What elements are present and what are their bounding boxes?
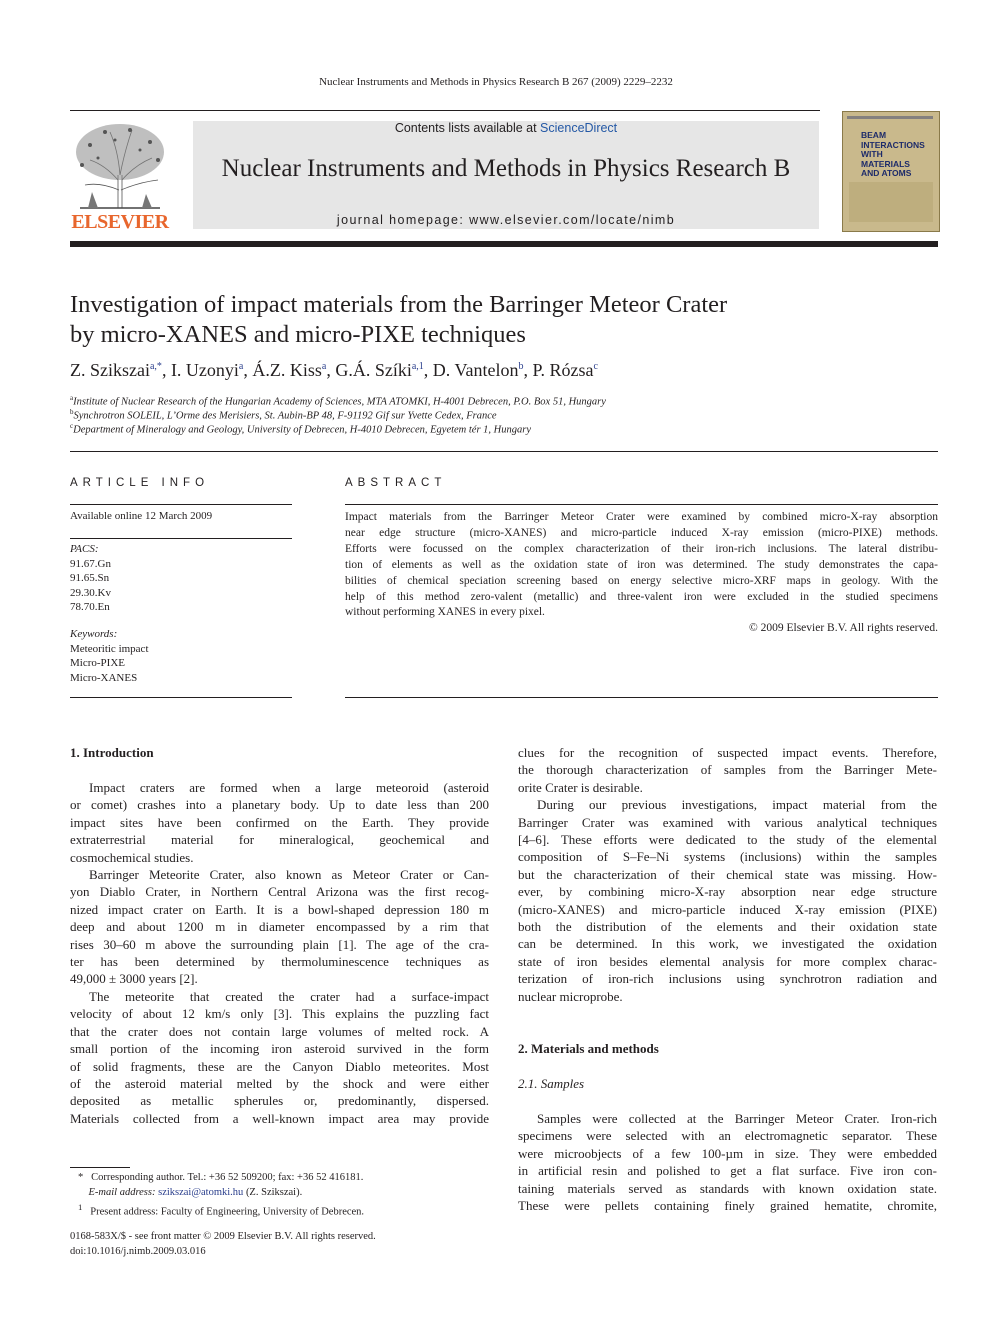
text-line: 49,000 ± 3000 years [2].	[70, 971, 198, 987]
text-line: that the crater does not contain large volumes of melted rock. A	[70, 1023, 489, 1039]
samples-body	[518, 1110, 937, 1214]
keywords-block: Keywords: Meteoritic impact Micro-PIXE Micro-XANES	[70, 628, 149, 684]
article-title: Investigation of impact materials from the Barringer Meteor Crater by micro-XANES and micro-PIXE techniques	[70, 291, 728, 348]
text-line: deep and about 1200 m in diameter encompassed by a rim that	[70, 919, 489, 935]
text-line: terization of iron-rich inclusions using synchrotron radiation and	[518, 971, 937, 987]
abstract-body	[345, 510, 938, 621]
text-line: yon Diablo Crater, in Northern Central Arizona was the first recog-	[70, 884, 489, 900]
journal-cover	[842, 111, 940, 232]
author: I. Uzonyi	[170, 360, 239, 380]
section-heading-introduction: 1. Introduction	[70, 745, 154, 760]
text-line: specimens were selected with an electromagnetic separator. These	[518, 1128, 937, 1144]
pacs-block: PACS: 91.67.Gn 91.65.Sn 29.30.Kv 78.70.En	[70, 543, 111, 613]
text-line: taining materials served as standards with known oxidation state.	[518, 1180, 937, 1196]
text-line: [4–6]. These efforts were dedicated to the study of the elemental	[518, 832, 937, 848]
introduction-continued	[518, 744, 937, 1005]
text-line: Barringer Crater was examined with various analytical techniques	[518, 814, 937, 830]
abstract-line: near edge structure (micro-XANES) and micro-particle induced X-ray emission (micro-PIXE) methods.	[345, 526, 938, 539]
pacs-code: 91.67.Gn	[70, 557, 111, 570]
abstract-line: Efforts were focussed on the complex characterization of their iron-rich inclusions. The lateral distribu-	[345, 542, 938, 555]
subsection-heading-samples: 2.1. Samples	[518, 1076, 585, 1091]
text-line: the thorough characterization of samples from the Barringer Mete-	[518, 762, 937, 778]
journal-title: Nuclear Instruments and Methods in Physics Research B	[221, 155, 791, 182]
author: P. Rózsa	[532, 360, 594, 380]
author: Z. Szikszai	[70, 360, 150, 380]
author: Á.Z. Kiss	[252, 360, 322, 380]
text-line: ever, by combining micro-X-ray absorption near edge structure	[518, 884, 937, 900]
cover-title: BEAM INTERACTIONS WITH MATERIALS AND ATOMS	[861, 130, 925, 178]
keyword: Meteoritic impact	[70, 642, 149, 655]
header-thick-rule	[70, 241, 938, 247]
bottom-meta	[70, 1230, 376, 1259]
divider	[70, 504, 292, 505]
abstract-copyright: © 2009 Elsevier B.V. All rights reserved.	[749, 622, 938, 634]
text-line: ter has been determined by thermoluminescence techniques as	[70, 954, 489, 970]
doi-line[interactable]: doi:10.1016/j.nimb.2009.03.016	[70, 1245, 206, 1257]
journal-homepage[interactable]: journal homepage: www.elsevier.com/locate/nimb	[336, 213, 676, 227]
top-rule	[70, 110, 820, 111]
text-line: composition of S–Fe–Ni systems (inclusions) within the samples	[518, 849, 937, 865]
publisher-wordmark: ELSEVIER	[71, 211, 169, 233]
keyword: Micro-XANES	[70, 671, 138, 684]
pacs-code: 91.65.Sn	[70, 572, 110, 584]
divider	[345, 697, 938, 698]
footnote-corresponding: * Corresponding author. Tel.: +36 52 509200; fax: +36 52 416181. E-mail address: szikszai@atomki.hu (Z. Szikszai). $^1$ Present address: Faculty of Engineering, University of Debrecen.	[78, 1172, 365, 1218]
text-line: small portion of the incoming iron asteroid survived in the form	[70, 1041, 489, 1057]
available-online: Available online 12 March 2009	[70, 510, 213, 522]
text-line: orite Crater is desirable.	[518, 779, 643, 795]
text-line: both the distribution of the elements and their oxidation state	[518, 919, 937, 935]
text-line: During our previous investigations, impact material from the	[537, 797, 937, 813]
running-head: Nuclear Instruments and Methods in Physics Research B 267 (2009) 2229–2232	[319, 76, 673, 88]
footnote-rule	[70, 1167, 130, 1168]
text-line: Materials collected from a well-known impact area may provide	[70, 1110, 489, 1126]
divider	[70, 538, 292, 539]
text-line: or comet) crashes into a planetary body. Up to date less than 200	[70, 797, 489, 813]
text-line: of solid fragments, these are the Canyon Diablo meteorites. Most	[70, 1058, 489, 1074]
affiliation-a: $^a$Institute of Nuclear Research of the Hungarian Academy of Sciences, MTA ATOMKI, H-4001 Debrecen, P.O. Box 51, Hungary	[70, 394, 606, 408]
abstract-heading: ABSTRACT	[345, 477, 447, 489]
email-link[interactable]: szikszai@atomki.hu	[158, 1186, 244, 1198]
divider	[70, 697, 292, 698]
text-line: velocity of about 12 km/s only [3]. This explains the puzzling fact	[70, 1006, 489, 1022]
affiliation-b: $^b$Synchrotron SOLEIL, L’Orme des Merisiers, St. Aubin-BP 48, F-91192 Gif sur Yvette Cedex, France	[70, 408, 497, 422]
abstract-line: help of this method zero-valent (metallic) and three-valent iron were excluded in the studied specimens	[345, 590, 938, 603]
introduction-body	[70, 779, 489, 1127]
text-line: extraterrestrial material for mineralogical, geochemical and	[70, 832, 489, 848]
text-line: The meteorite that created the crater had a surface-impact	[89, 988, 489, 1004]
text-line: (micro-XANES) and micro-particle induced X-ray emission (PIXE)	[518, 901, 937, 917]
text-line: deposited as metallic spherules or, predominantly, dispersed.	[70, 1093, 489, 1109]
text-line: impact sites have been confirmed on the Earth. They provide	[70, 814, 489, 830]
contents-line	[193, 121, 819, 135]
text-line: Barringer Meteorite Crater, also known as Meteor Crater or Can-	[89, 867, 489, 883]
article-info-heading: ARTICLE INFO	[70, 477, 210, 489]
text-line: state of iron besides elemental analysis for more complex charac-	[518, 953, 937, 969]
text-line: of the asteroid material melted by the shock and were either	[70, 1075, 489, 1091]
keyword: Micro-PIXE	[70, 657, 125, 669]
text-line: cosmochemical studies.	[70, 849, 194, 865]
text-line: were microobjects of a few 100-µm in size. They were embedded	[518, 1145, 937, 1161]
pacs-code: 29.30.Kv	[70, 586, 111, 599]
divider	[70, 451, 938, 452]
text-line: Samples were collected at the Barringer Meteor Crater. Iron-rich	[537, 1111, 937, 1126]
text-line: nuclear microprobe.	[518, 988, 623, 1004]
text-line: can be determined. In this work, we investigated the oxidation	[518, 936, 937, 952]
abstract-line: Impact materials from the Barringer Meteor Crater were examined by combined micro-X-ray absorption	[345, 511, 938, 523]
abstract-line: without performing XANES in every pixel.	[345, 606, 545, 619]
abstract-line: bilities of chemical speciation screening based on energy selective micro-XRF maps in geology. With the	[345, 574, 938, 587]
text-line: nized impact crater on Earth. It is a bowl-shaped depression 180 m	[70, 901, 489, 917]
pacs-code: 78.70.En	[70, 601, 110, 613]
author: D. Vantelon	[432, 360, 519, 380]
issn-line: 0168-583X/$ - see front matter © 2009 Elsevier B.V. All rights reserved.	[70, 1231, 376, 1242]
text-line: clues for the recognition of suspected impact events. Therefore,	[518, 745, 937, 760]
contents-prefix: Contents lists available at	[394, 121, 541, 135]
text-line: in artificial resin and polished to get a flat surface. Five iron con-	[518, 1163, 937, 1179]
sciencedirect-link[interactable]: ScienceDirect	[540, 121, 618, 135]
text-line: rises 30–60 m above the surrounding plain [1]. The age of the cra-	[70, 936, 489, 952]
section-heading-materials: 2. Materials and methods	[518, 1041, 659, 1056]
affiliation-c: $^c$Department of Mineralogy and Geology, University of Debrecen, H-4010 Debrecen, Egyetem tér 1, Hungary	[70, 422, 532, 436]
text-line: Impact craters are formed when a large meteoroid (asteroid	[89, 780, 489, 795]
text-line: but the characterization of their chemical state was missing. How-	[518, 866, 937, 882]
author: G.Á. Szíki	[335, 360, 412, 380]
author-list: Z. Szikszai$^{a,*}$, I. Uzonyi$^a$, Á.Z. Kiss$^a$, G.Á. Szíki$^{a,1}$, D. Vantelon$^b$, P. Rózsa$^c$	[70, 360, 598, 380]
text-line: These were pellets containing finely grained hematite, chromite,	[518, 1198, 937, 1214]
divider	[345, 504, 938, 505]
abstract-line: tion of elements as well as the oxidation state of iron was determined. The study demonstrates the capa-	[345, 558, 938, 571]
